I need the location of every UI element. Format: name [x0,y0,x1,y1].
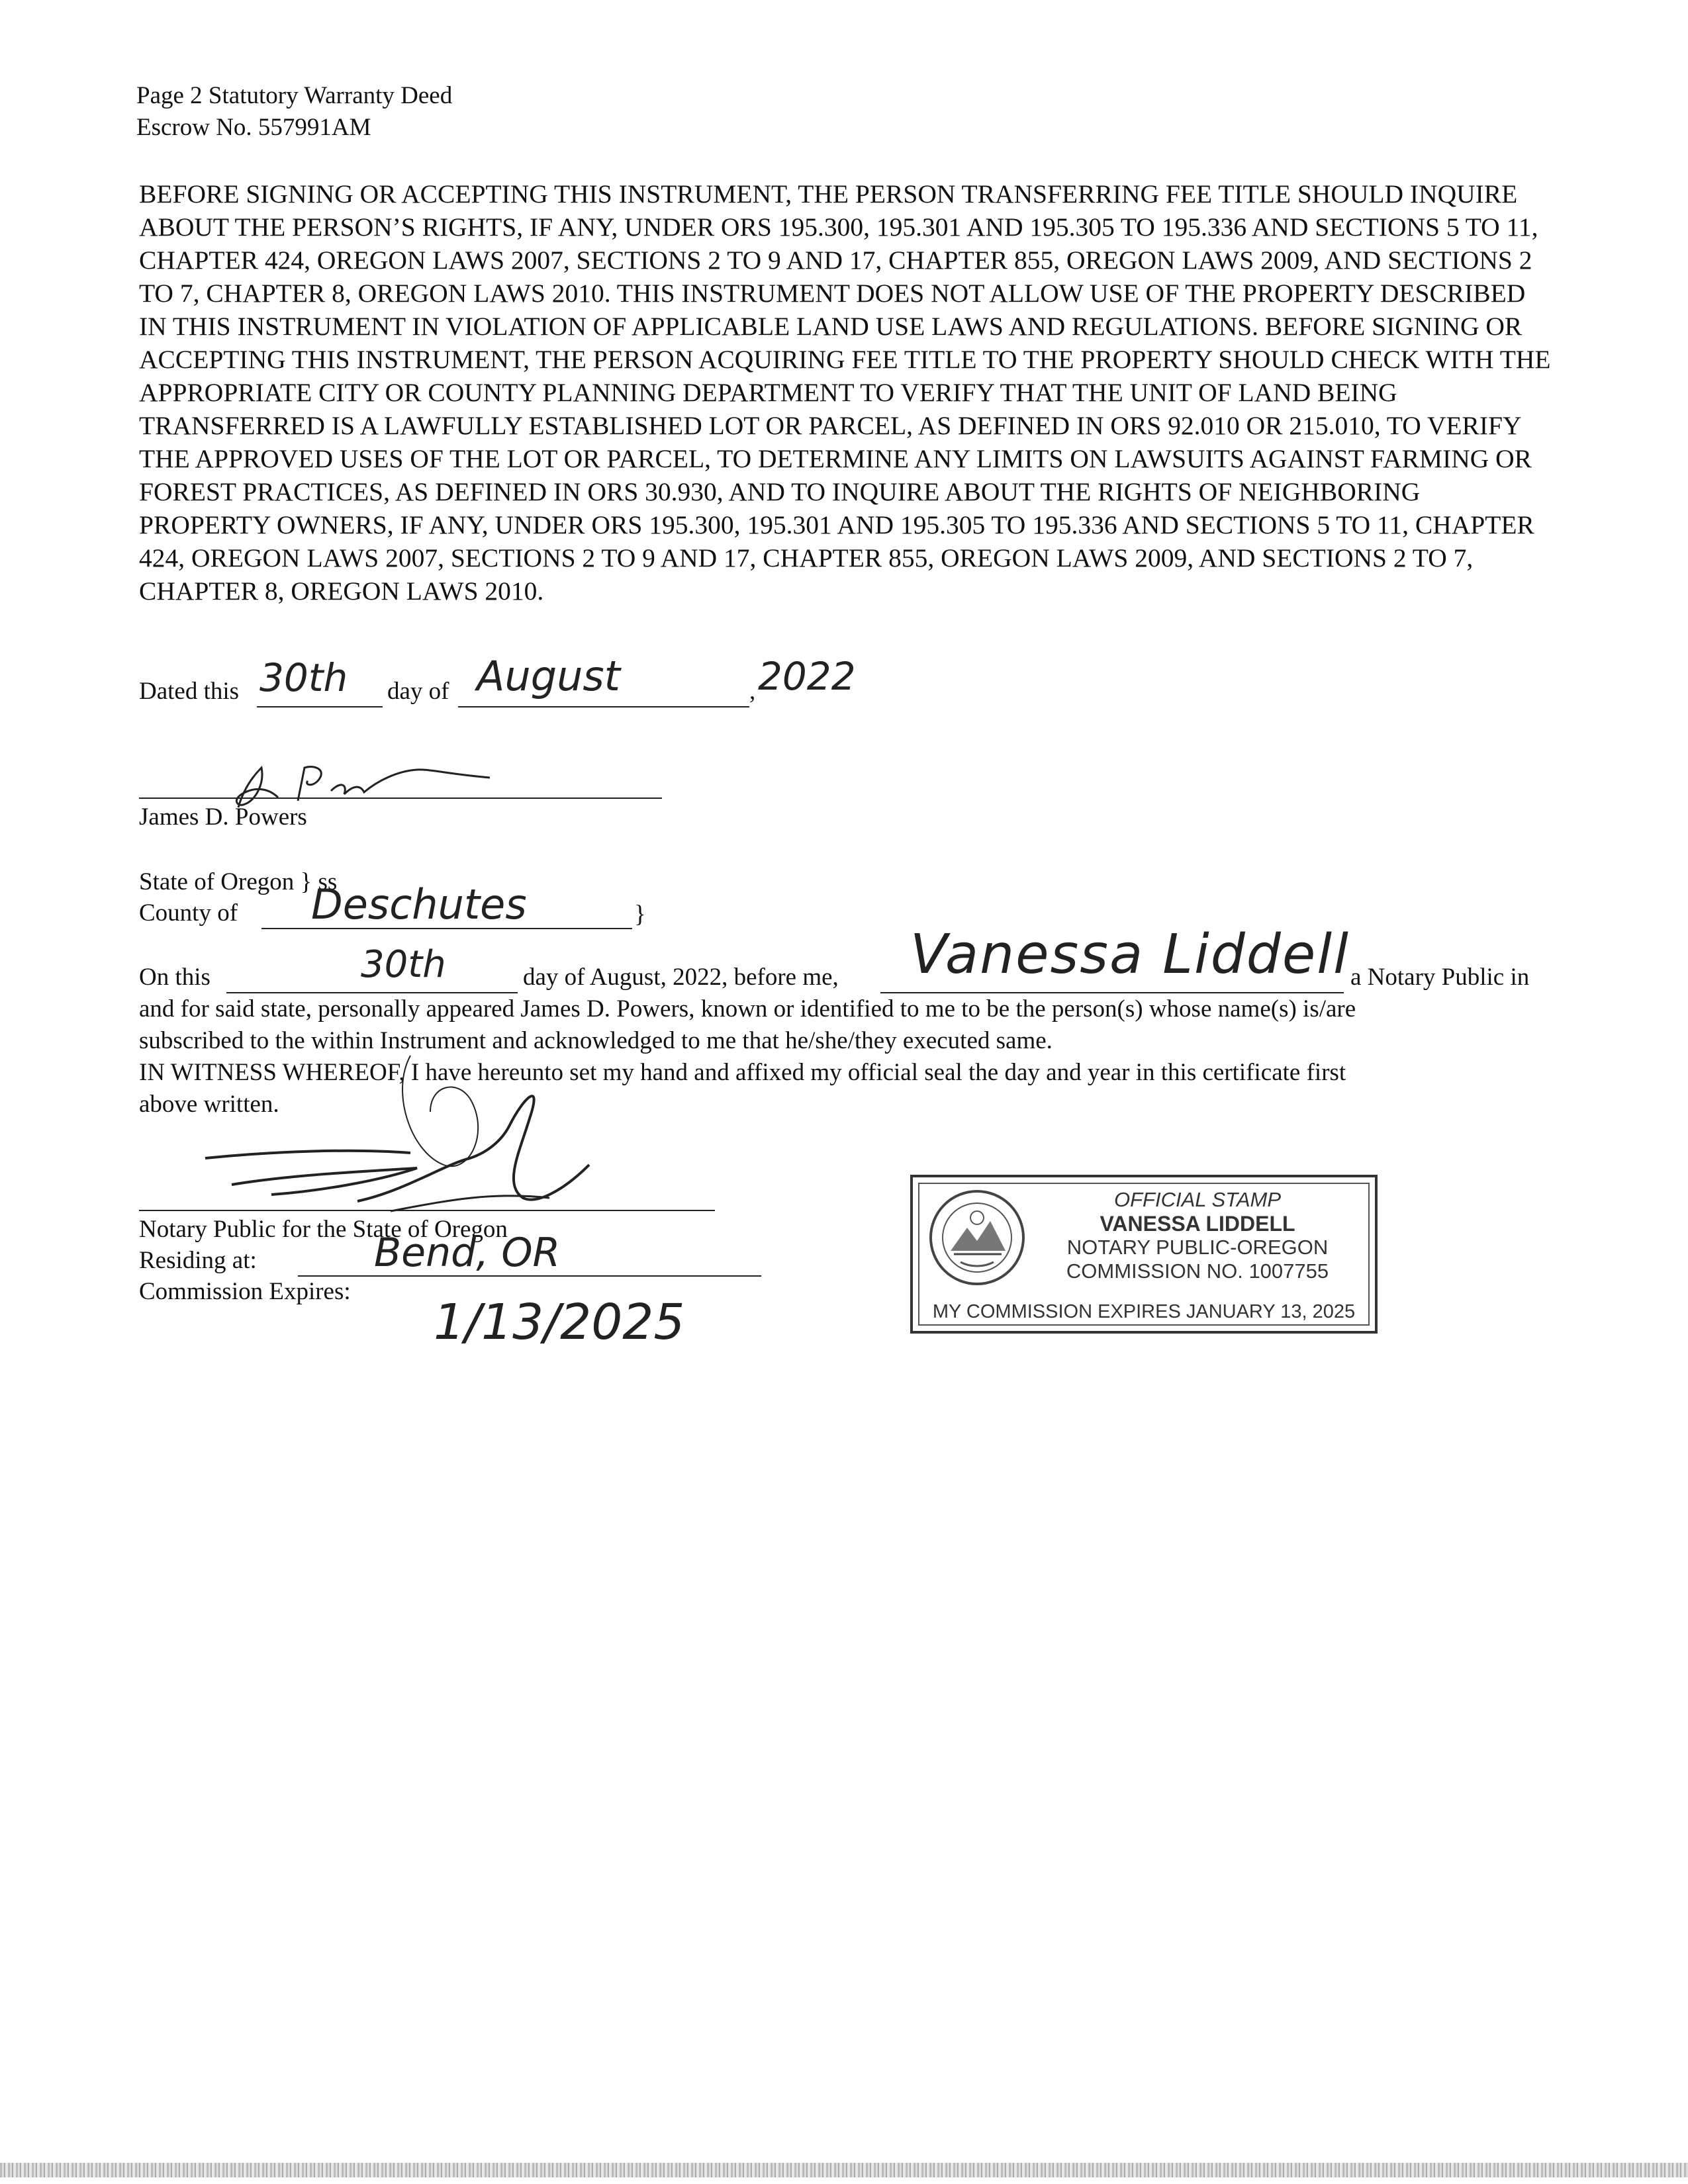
grantor-signature-line [139,797,662,799]
statutory-warning: BEFORE SIGNING OR ACCEPTING THIS INSTRUMENT, THE PERSON TRANSFERRING FEE TITLE SHOULD INQUIRE ABOUT THE PERSON’S RIGHTS, IF ANY, UNDER ORS 195.300, 195.301 AND 195.305 TO 195.336 AND SECTIONS 5 TO 11, CHAPTER 424, OREGON LAWS 2007, SECTIONS 2 TO 9 AND 17, CHAPTER 855, OREGON LAWS 2009, AND SECTIONS 2 TO 7, CHAPTER 8, OREGON LAWS 2010. THIS INSTRUMENT DOES NOT ALLOW USE OF THE PROPERTY DESCRIBED IN THIS INSTRUMENT IN VIOLATION OF APPLICABLE LAND USE LAWS AND REGULATIONS. BEFORE SIGNING OR ACCEPTING THIS INSTRUMENT, THE PERSON ACQUIRING FEE TITLE TO THE PROPERTY SHOULD CHECK WITH THE APPROPRIATE CITY OR COUNTY PLANNING DEPARTMENT TO VERIFY THAT THE UNIT OF LAND BEING TRANSFERRED IS A LAWFULLY ESTABLISHED LOT OR PARCEL, AS DEFINED IN ORS 92.010 OR 215.010, TO VERIFY THE APPROVED USES OF THE LOT OR PARCEL, TO DETERMINE ANY LIMITS ON LAWSUITS AGAINST FARMING OR FOREST PRACTICES, AS DEFINED IN ORS 30.930, AND TO INQUIRE ABOUT THE RIGHTS OF NEIGHBORING PROPERTY OWNERS, IF ANY, UNDER ORS 195.300, 195.301 AND 195.305 TO 195.336 AND SECTIONS 5 TO 11, CHAPTER 424, OREGON LAWS 2007, SECTIONS 2 TO 9 AND 17, CHAPTER 855, OREGON LAWS 2009, AND SECTIONS 2 TO 7, CHAPTER 8, OREGON LAWS 2010. [139,179,1551,606]
dated-prefix: Dated this [139,678,240,705]
ack-day-handwriting: 30th [361,943,446,986]
stamp-line-official: OFFICIAL STAMP [1113,1188,1282,1211]
ack-notary-handwriting: Vanessa Liddell [910,923,1350,986]
scan-edge-artifact [0,2163,1688,2177]
stamp-line-commission: COMMISSION NO. 1007755 [1066,1259,1329,1283]
dated-year-handwriting: 2022 [758,654,856,699]
dated-day-handwriting: 30th [259,655,348,700]
dated-month-handwriting: August [477,652,620,700]
ack-line-3: subscribed to the within Instrument and acknowledged to me that he/she/they executed same. [139,1027,1053,1054]
venue-county-handwriting: Deschutes [311,880,527,929]
state-seal-icon [927,1188,1027,1287]
dated-separator: , [749,678,756,705]
ack-line-2: and for said state, personally appeared James D. Powers, known or identified to me to be the person(s) whose name(s) is/are [139,995,1356,1023]
venue-close: } [634,901,646,928]
stamp-line-expires: MY COMMISSION EXPIRES JANUARY 13, 2025 [932,1301,1356,1322]
dated-day-line [257,706,383,707]
notary-title: Notary Public for the State of Oregon [139,1216,508,1243]
ack-on-this: On this [139,964,211,991]
dated-month-line [458,706,749,707]
dated-mid: day of [387,678,449,705]
residing-label: Residing at: [139,1247,257,1274]
grantor-name: James D. Powers [139,803,307,831]
official-notary-stamp [910,1175,1378,1334]
ack-line-5: above written. [139,1091,279,1118]
ack-after-notary: a Notary Public in [1350,964,1530,991]
venue-state: State of Oregon } ss [139,868,338,895]
expires-label: Commission Expires: [139,1278,351,1305]
ack-line-4: IN WITNESS WHEREOF, I have hereunto set my hand and affixed my official seal the day and year in this certificate first [139,1059,1346,1086]
header-title: Page 2 Statutory Warranty Deed [136,82,453,109]
residing-handwriting: Bend, OR [374,1230,561,1276]
ack-after-day: day of August, 2022, before me, [523,964,839,991]
notary-signature-line [139,1210,715,1211]
stamp-line-name: VANESSA LIDDELL [1100,1212,1295,1236]
stamp-line-notary: NOTARY PUBLIC-OREGON [1066,1236,1329,1259]
venue-county-label: County of [139,899,238,927]
expires-handwriting: 1/13/2025 [434,1294,685,1351]
stamp-text-block [1039,1188,1356,1283]
escrow-number: Escrow No. 557991AM [136,114,371,141]
